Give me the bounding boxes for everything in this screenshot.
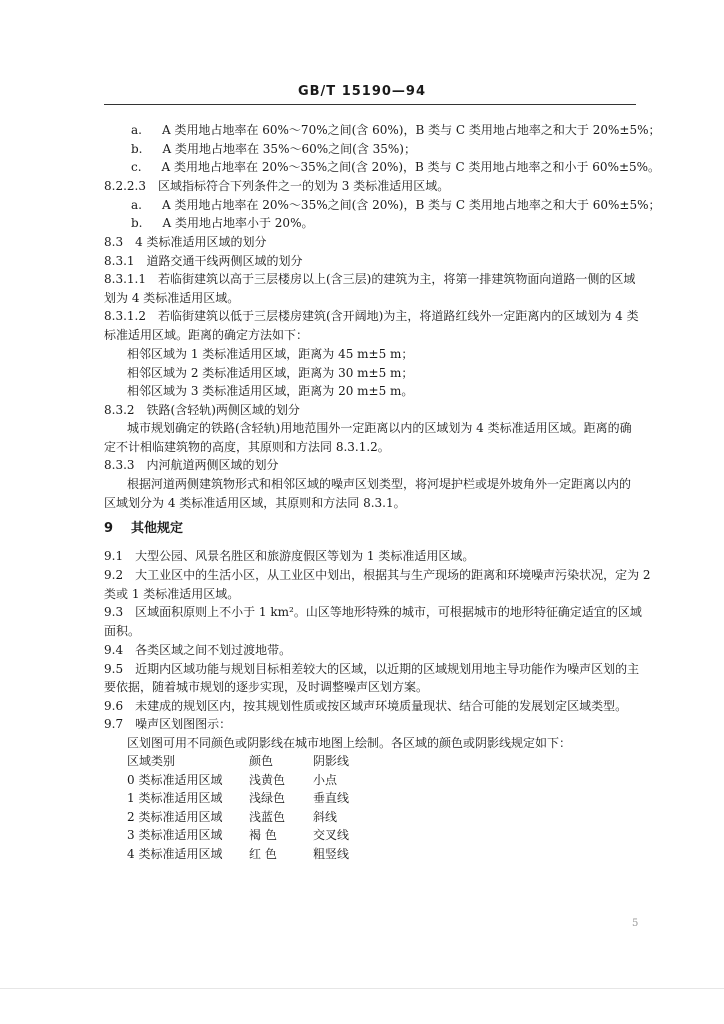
clause-number: b.: [131, 216, 143, 230]
table-cell: 浅黄色: [249, 773, 286, 787]
clause-number: 9.5: [104, 662, 124, 676]
table-cell: 1 类标准适用区域: [127, 791, 223, 805]
text-line: [104, 605, 642, 619]
clause-number: 8.2.2.3: [104, 179, 146, 193]
table-cell: 浅蓝色: [249, 810, 286, 824]
table-cell: 区域类别: [127, 754, 176, 768]
table-cell: 斜线: [313, 810, 338, 824]
page-number: 5: [632, 918, 639, 929]
text-line: [104, 440, 390, 454]
clause-text: 城市规划确定的铁路(含轻轨)用地范围外一定距离以内的区域划为 4 类标准适用区域。距离的确: [127, 421, 632, 435]
text-line: [104, 403, 300, 417]
text-line: [104, 179, 449, 193]
clause-text: A 类用地占地率在 20%～35%之间(含 20%)，B 类与 C 类用地占地率之和小于 60%±5%。: [161, 160, 661, 174]
clause-text: 区域划分为 4 类标准适用区域，其原则和方法同 8.3.1。: [104, 496, 406, 510]
text-line: [131, 198, 660, 212]
clause-number: 8.3: [104, 235, 124, 249]
clause-text: 4 类标准适用区域的划分: [135, 235, 267, 249]
clause-text: 面积。: [104, 624, 141, 638]
text-line: [104, 717, 231, 731]
table-cell: 2 类标准适用区域: [127, 810, 223, 824]
text-line: [127, 366, 413, 380]
text-line: [104, 496, 406, 510]
text-line: [104, 680, 428, 694]
clause-text: 标准适用区域。距离的确定方法如下：: [104, 328, 309, 342]
table-cell: 4 类标准适用区域: [127, 847, 223, 861]
clause-text: 若临街建筑以高于三层楼房以上(含三层)的建筑为主，将第一排建筑物面向道路一侧的区域: [157, 272, 636, 286]
clause-text: 相邻区域为 3 类标准适用区域，距离为 20 m±5 m。: [127, 384, 414, 398]
clause-text: 相邻区域为 1 类标准适用区域，距离为 45 m±5 m；: [127, 347, 414, 361]
clause-text: 道路交通干线两侧区域的划分: [146, 254, 303, 268]
clause-text: 噪声区划图图示：: [135, 717, 232, 731]
clause-number: 8.3.3: [104, 458, 135, 472]
clause-number: b.: [131, 142, 143, 156]
table-cell: 3 类标准适用区域: [127, 828, 223, 842]
section-heading: [104, 522, 183, 536]
text-line: [104, 587, 239, 601]
text-line: [104, 662, 639, 676]
clause-text: 若临街建筑以低于三层楼房建筑(含开阔地)为主，将道路红线外一定距离内的区域划为 4 类: [157, 309, 639, 323]
table-cell: 粗竖线: [313, 847, 350, 861]
text-line: [131, 142, 416, 156]
clause-text: 其他规定: [131, 521, 184, 536]
clause-text: 根据河道两侧建筑物形式和相邻区域的噪声区划类型，将河堤护栏或堤外坡角外一定距离以内的: [127, 477, 632, 491]
text-line: [127, 347, 413, 361]
clause-text: 定不计相临建筑物的高度，其原则和方法同 8.3.1.2。: [104, 440, 390, 454]
clause-number: 8.3.1: [104, 254, 135, 268]
clause-number: 9.2: [104, 568, 124, 582]
text-line: [127, 477, 631, 491]
table-cell: 红 色: [249, 847, 277, 861]
text-line: [127, 384, 413, 398]
text-line: [127, 421, 632, 435]
clause-number: 9: [104, 521, 114, 536]
clause-text: 内河航道两侧区域的划分: [146, 458, 279, 472]
table-cell: 浅绿色: [249, 791, 286, 805]
clause-text: 区域面积原则上不小于 1 km²。山区等地形特殊的城市，可根据城市的地形特征确定适宜的区域: [135, 605, 642, 619]
text-line: [131, 160, 660, 174]
clause-number: 9.1: [104, 549, 124, 563]
clause-text: 类或 1 类标准适用区域。: [104, 587, 240, 601]
clause-text: 未建成的规划区内，按其规划性质或按区域声环境质量现状、结合可能的发展划定区域类型。: [135, 699, 628, 713]
clause-text: 要依据，随着城市规划的逐步实现，及时调整噪声区划方案。: [104, 680, 429, 694]
clause-text: 区划图可用不同颜色或阴影线在城市地图上绘制。各区域的颜色或阴影线规定如下：: [127, 736, 572, 750]
clause-number: c.: [131, 160, 142, 174]
header-rule: [104, 104, 636, 105]
clause-text: 铁路(含轻轨)两侧区域的划分: [146, 403, 300, 417]
text-line: [131, 123, 660, 137]
clause-text: 大工业区中的生活小区，从工业区中划出，根据其与生产现场的距离和环境噪声污染状况，定为 2: [135, 568, 651, 582]
standard-header: GB/T 15190—94: [297, 84, 427, 99]
text-line: [104, 568, 651, 582]
table-cell: 褐 色: [249, 828, 277, 842]
page-bottom-rule: [0, 988, 724, 989]
clause-text: A 类用地占地率小于 20%。: [162, 216, 314, 230]
clause-number: 9.3: [104, 605, 124, 619]
text-line: [127, 736, 571, 750]
text-line: [104, 291, 239, 305]
table-cell: 垂直线: [313, 791, 350, 805]
clause-text: A 类用地占地率在 60%～70%之间(含 60%)，B 类与 C 类用地占地率之和大于 20%±5%；: [161, 123, 661, 137]
clause-number: 8.3.2: [104, 403, 135, 417]
table-cell: 0 类标准适用区域: [127, 773, 223, 787]
text-line: [104, 254, 303, 268]
clause-text: 划为 4 类标准适用区域。: [104, 291, 240, 305]
text-line: [104, 699, 627, 713]
clause-text: 近期内区域功能与规划目标相差较大的区域，以近期的区域规划用地主导功能作为噪声区划的主: [135, 662, 640, 676]
clause-text: A 类用地占地率在 20%～35%之间(含 20%)，B 类与 C 类用地占地率之和大于 60%±5%；: [161, 198, 661, 212]
text-line: [131, 216, 313, 230]
text-line: [104, 328, 308, 342]
clause-number: 9.4: [104, 643, 124, 657]
clause-text: 各类区域之间不划过渡地带。: [135, 643, 292, 657]
table-cell: 阴影线: [313, 754, 350, 768]
text-line: [104, 549, 474, 563]
clause-number: a.: [131, 198, 142, 212]
clause-text: 相邻区域为 2 类标准适用区域，距离为 30 m±5 m；: [127, 366, 414, 380]
clause-number: a.: [131, 123, 142, 137]
text-line: [104, 272, 635, 286]
text-line: [104, 309, 639, 323]
clause-text: 区域指标符合下列条件之一的划为 3 类标准适用区域。: [157, 179, 450, 193]
clause-number: 9.7: [104, 717, 124, 731]
clause-text: 大型公园、风景名胜区和旅游度假区等划为 1 类标准适用区域。: [135, 549, 475, 563]
table-cell: 小点: [313, 773, 338, 787]
clause-number: 8.3.1.1: [104, 272, 146, 286]
text-line: [104, 624, 140, 638]
table-cell: 交叉线: [313, 828, 350, 842]
text-line: [104, 458, 279, 472]
table-cell: 颜色: [249, 754, 274, 768]
clause-text: A 类用地占地率在 35%～60%之间(含 35%)；: [162, 142, 416, 156]
text-line: [104, 643, 291, 657]
text-line: [104, 235, 267, 249]
clause-number: 9.6: [104, 699, 124, 713]
clause-number: 8.3.1.2: [104, 309, 146, 323]
